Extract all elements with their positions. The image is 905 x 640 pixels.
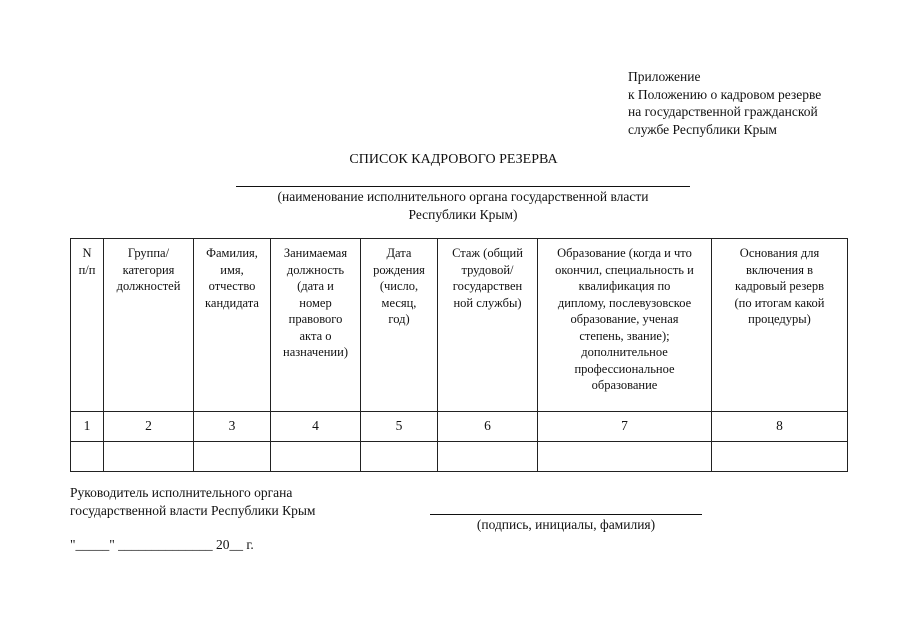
column-number-cell: 1 [71, 412, 104, 442]
appendix-line: к Положению о кадровом резерве [628, 86, 822, 102]
header-line: окончил, специальность и [555, 262, 694, 277]
header-line: образование, ученая [570, 312, 679, 326]
header-cell-education [538, 239, 712, 412]
table-empty-row [71, 442, 848, 472]
header-line: государствен [452, 279, 523, 293]
column-number-cell: 8 [712, 412, 848, 442]
header-line: степень, звание); [579, 328, 670, 343]
header-line: процедуры) [748, 312, 811, 326]
header-line: рождения [373, 262, 425, 277]
header-line: N [82, 246, 92, 260]
header-line: категория [122, 262, 175, 277]
header-cell-grounds [712, 239, 848, 412]
empty-cell[interactable] [194, 442, 271, 472]
header-line: образование [591, 378, 658, 392]
org-name-blank-line [236, 186, 690, 187]
empty-cell[interactable] [361, 442, 438, 472]
column-number-cell: 2 [104, 412, 194, 442]
empty-cell[interactable] [271, 442, 361, 472]
header-line: квалификация по [578, 279, 671, 293]
signature-blank-line [430, 514, 702, 515]
header-line: должность [286, 262, 345, 277]
header-line: Образование (когда и что [557, 246, 692, 260]
org-caption-line: Республики Крым) [408, 206, 518, 222]
header-line: имя, [220, 262, 244, 277]
header-cell-group [104, 239, 194, 412]
column-number-cell: 6 [438, 412, 538, 442]
header-line: (по итогам какой [734, 295, 825, 310]
header-line: отчество [208, 279, 256, 293]
appendix-note [628, 68, 821, 138]
document-title: СПИСОК КАДРОВОГО РЕЗЕРВА [349, 152, 558, 167]
head-of-authority-label [70, 484, 315, 519]
header-cell-full-name [194, 239, 271, 412]
empty-cell[interactable] [71, 442, 104, 472]
header-cell-birth-date [361, 239, 438, 412]
header-line: год) [388, 312, 410, 326]
table-header-row [71, 239, 848, 412]
empty-cell[interactable] [438, 442, 538, 472]
head-label-line: государственной власти Республики Крым [70, 502, 316, 518]
appendix-line: службе Республики Крым [628, 121, 777, 137]
table-number-row [71, 412, 848, 442]
header-line: Группа/ [127, 246, 170, 260]
date-field: "_____" ______________ 20__ г. [70, 537, 254, 552]
header-cell-number [71, 239, 104, 412]
header-line: кандидата [205, 295, 259, 310]
column-number-cell: 4 [271, 412, 361, 442]
org-caption-line: (наименование исполнительного органа государственной власти [277, 189, 649, 204]
header-line: должностей [116, 279, 181, 293]
header-line: Основания для [739, 246, 820, 260]
header-cell-experience [438, 239, 538, 412]
header-line: кадровый резерв [735, 279, 824, 293]
header-line: (дата и [297, 279, 334, 293]
header-line: Занимаемая [283, 246, 348, 260]
header-line: Дата [386, 246, 412, 260]
org-name-caption [236, 188, 690, 223]
header-line: акта о [299, 328, 332, 343]
empty-cell[interactable] [712, 442, 848, 472]
header-line: трудовой/ [461, 262, 514, 277]
header-line: Фамилия, [206, 246, 258, 260]
header-line: Стаж (общий [452, 246, 523, 260]
header-line: профессиональное [574, 361, 675, 376]
column-number-cell: 3 [194, 412, 271, 442]
signature-caption: (подпись, инициалы, фамилия) [476, 517, 656, 532]
header-line: дополнительное [581, 345, 668, 359]
header-line: номер [299, 295, 332, 310]
header-cell-position [271, 239, 361, 412]
document-title-wrap [0, 152, 905, 168]
empty-cell[interactable] [104, 442, 194, 472]
header-line: правового [288, 312, 343, 326]
column-number-cell: 5 [361, 412, 438, 442]
header-line: назначении) [283, 345, 348, 359]
header-line: п/п [78, 262, 96, 277]
header-line: включения в [745, 262, 814, 277]
appendix-line: Приложение [628, 69, 701, 84]
appendix-line: на государственной гражданской [628, 104, 818, 119]
header-line: диплому, послевузовское [557, 295, 692, 310]
header-line: месяц, [381, 295, 417, 310]
header-line: ной службы) [453, 295, 522, 310]
empty-cell[interactable] [538, 442, 712, 472]
column-number-cell: 7 [538, 412, 712, 442]
head-label-line: Руководитель исполнительного органа [70, 485, 293, 500]
reserve-table [70, 238, 848, 472]
header-line: (число, [379, 279, 419, 293]
